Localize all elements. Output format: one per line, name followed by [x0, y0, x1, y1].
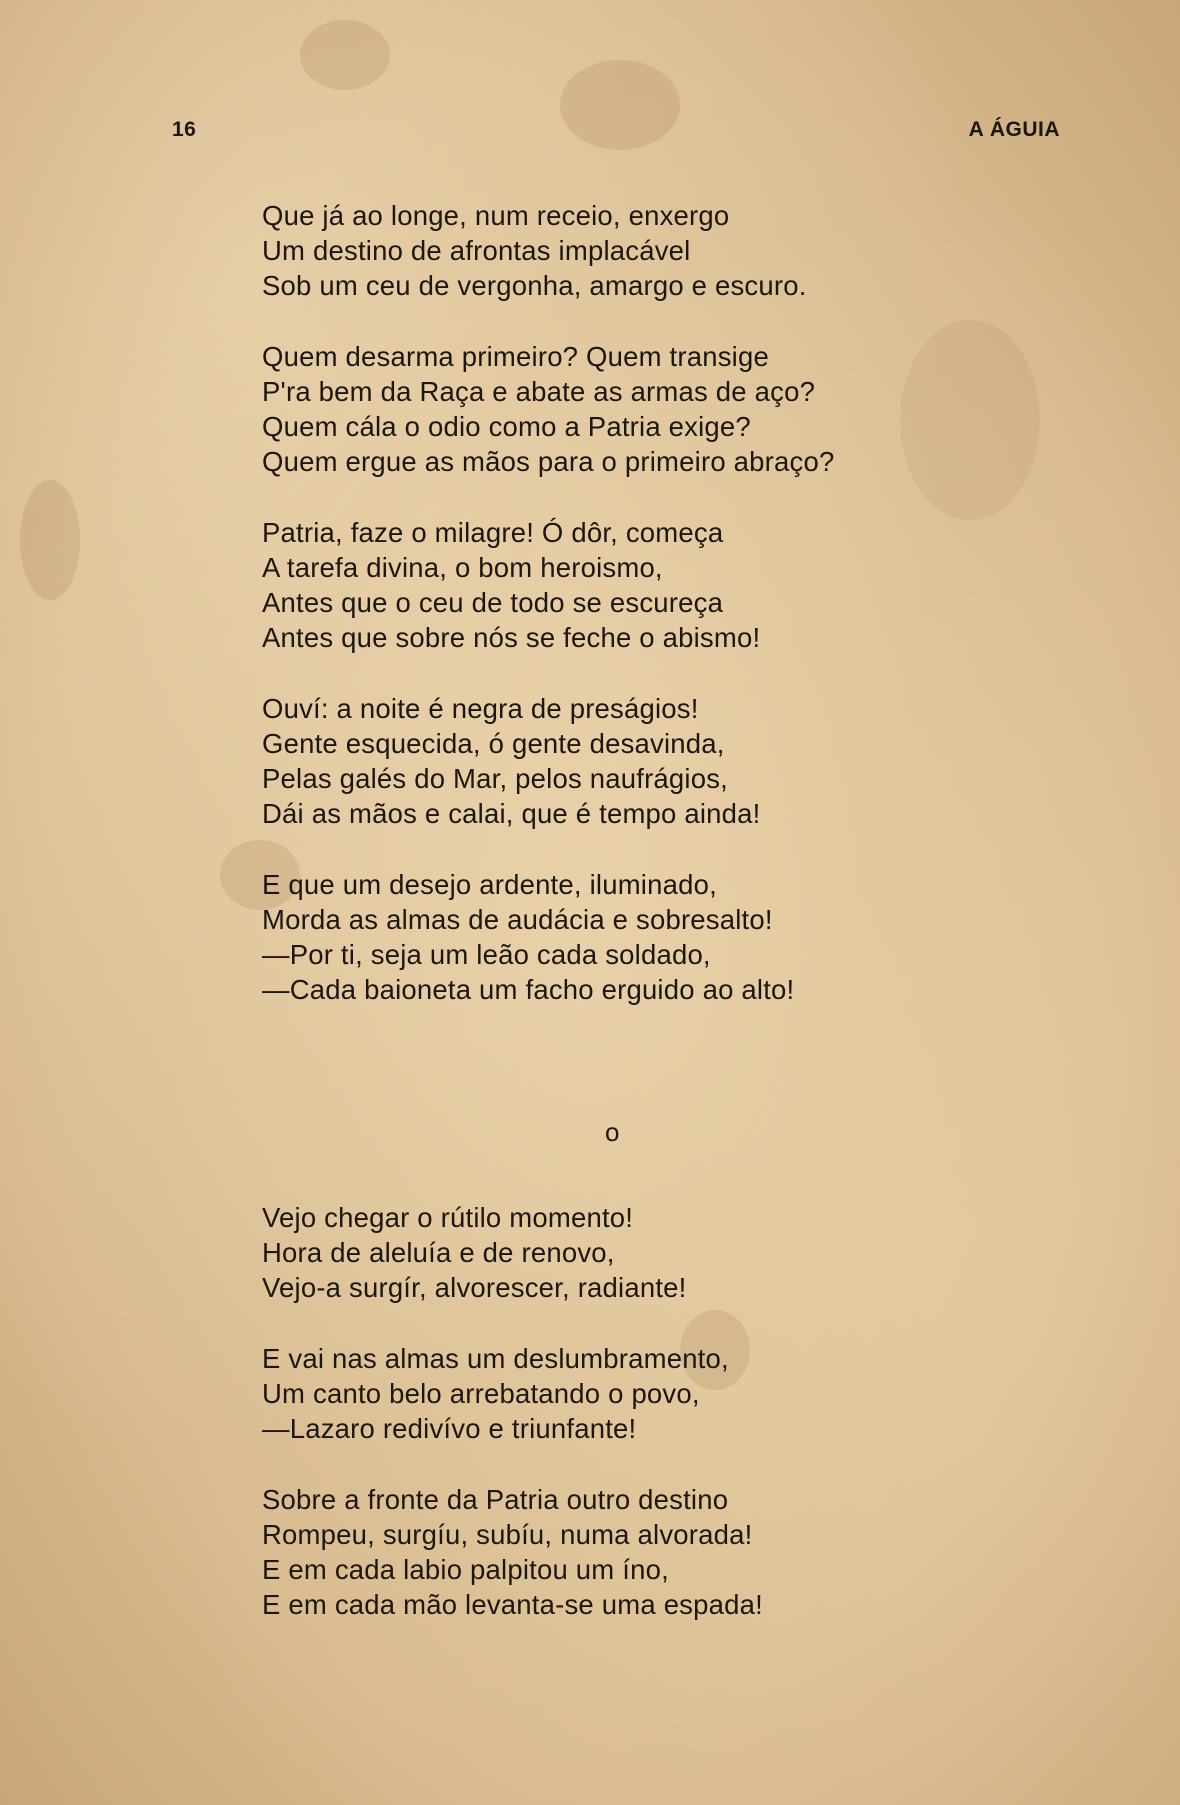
verse-line: E em cada labio palpitou um íno, [262, 1554, 669, 1585]
verse-line: Vejo-a surgír, alvorescer, radiante! [262, 1272, 687, 1303]
verse-line: P'ra bem da Raça e abate as armas de aço? [262, 376, 816, 407]
paper-stain [300, 20, 390, 90]
verse-line: E vai nas almas um deslumbramento, [262, 1343, 729, 1374]
verse-line: Pelas galés do Mar, pelos naufrágios, [262, 763, 729, 794]
verse-line: Sob um ceu de vergonha, amargo e escuro. [262, 270, 807, 301]
stanza [262, 198, 1062, 303]
verse-line: Quem desarma primeiro? Quem transige [262, 341, 769, 372]
verse-line: Um destino de afrontas implacável [262, 235, 691, 266]
verse-line: Gente esquecida, ó gente desavinda, [262, 728, 725, 759]
journal-title: A ÁGUIA [968, 118, 1060, 141]
stanza [262, 867, 1062, 1007]
verse-line: Que já ao longe, num receio, enxergo [262, 200, 730, 231]
page-number: 16 [172, 118, 197, 141]
verse-line: Morda as almas de audácia e sobresalto! [262, 904, 773, 935]
verse-line: Rompeu, surgíu, subíu, numa alvorada! [262, 1519, 753, 1550]
verse-line: E que um desejo ardente, iluminado, [262, 869, 717, 900]
stanza [262, 1482, 1062, 1622]
verse-line: A tarefa divina, o bom heroismo, [262, 552, 663, 583]
poem-part-two [262, 1200, 1062, 1658]
stanza [262, 1200, 1062, 1305]
paper-stain [560, 60, 680, 150]
verse-line: E em cada mão levanta-se uma espada! [262, 1589, 763, 1620]
verse-line: Ouví: a noite é negra de preságios! [262, 693, 699, 724]
stanza [262, 515, 1062, 655]
verse-line: —Lazaro redivívo e triunfante! [262, 1413, 637, 1444]
verse-line: Dái as mãos e calai, que é tempo ainda! [262, 798, 761, 829]
verse-line: Antes que o ceu de todo se escureça [262, 587, 724, 618]
stanza [262, 339, 1062, 479]
paper-stain [20, 480, 80, 600]
verse-line: Antes que sobre nós se feche o abismo! [262, 622, 761, 653]
section-divider-mark: o [605, 1117, 620, 1147]
verse-line: Patria, faze o milagre! Ó dôr, começa [262, 517, 724, 548]
verse-line: Quem ergue as mãos para o primeiro abraço? [262, 446, 835, 477]
verse-line: Um canto belo arrebatando o povo, [262, 1378, 700, 1409]
verse-line: Sobre a fronte da Patria outro destino [262, 1484, 729, 1515]
verse-line: Hora de aleluía e de renovo, [262, 1237, 615, 1268]
poem-part-one [262, 198, 1062, 1043]
stanza [262, 1341, 1062, 1446]
verse-line: Vejo chegar o rútilo momento! [262, 1202, 634, 1233]
verse-line: Quem cála o odio como a Patria exige? [262, 411, 751, 442]
verse-line: —Cada baioneta um facho erguido ao alto! [262, 974, 795, 1005]
verse-line: —Por ti, seja um leão cada soldado, [262, 939, 711, 970]
stanza [262, 691, 1062, 831]
